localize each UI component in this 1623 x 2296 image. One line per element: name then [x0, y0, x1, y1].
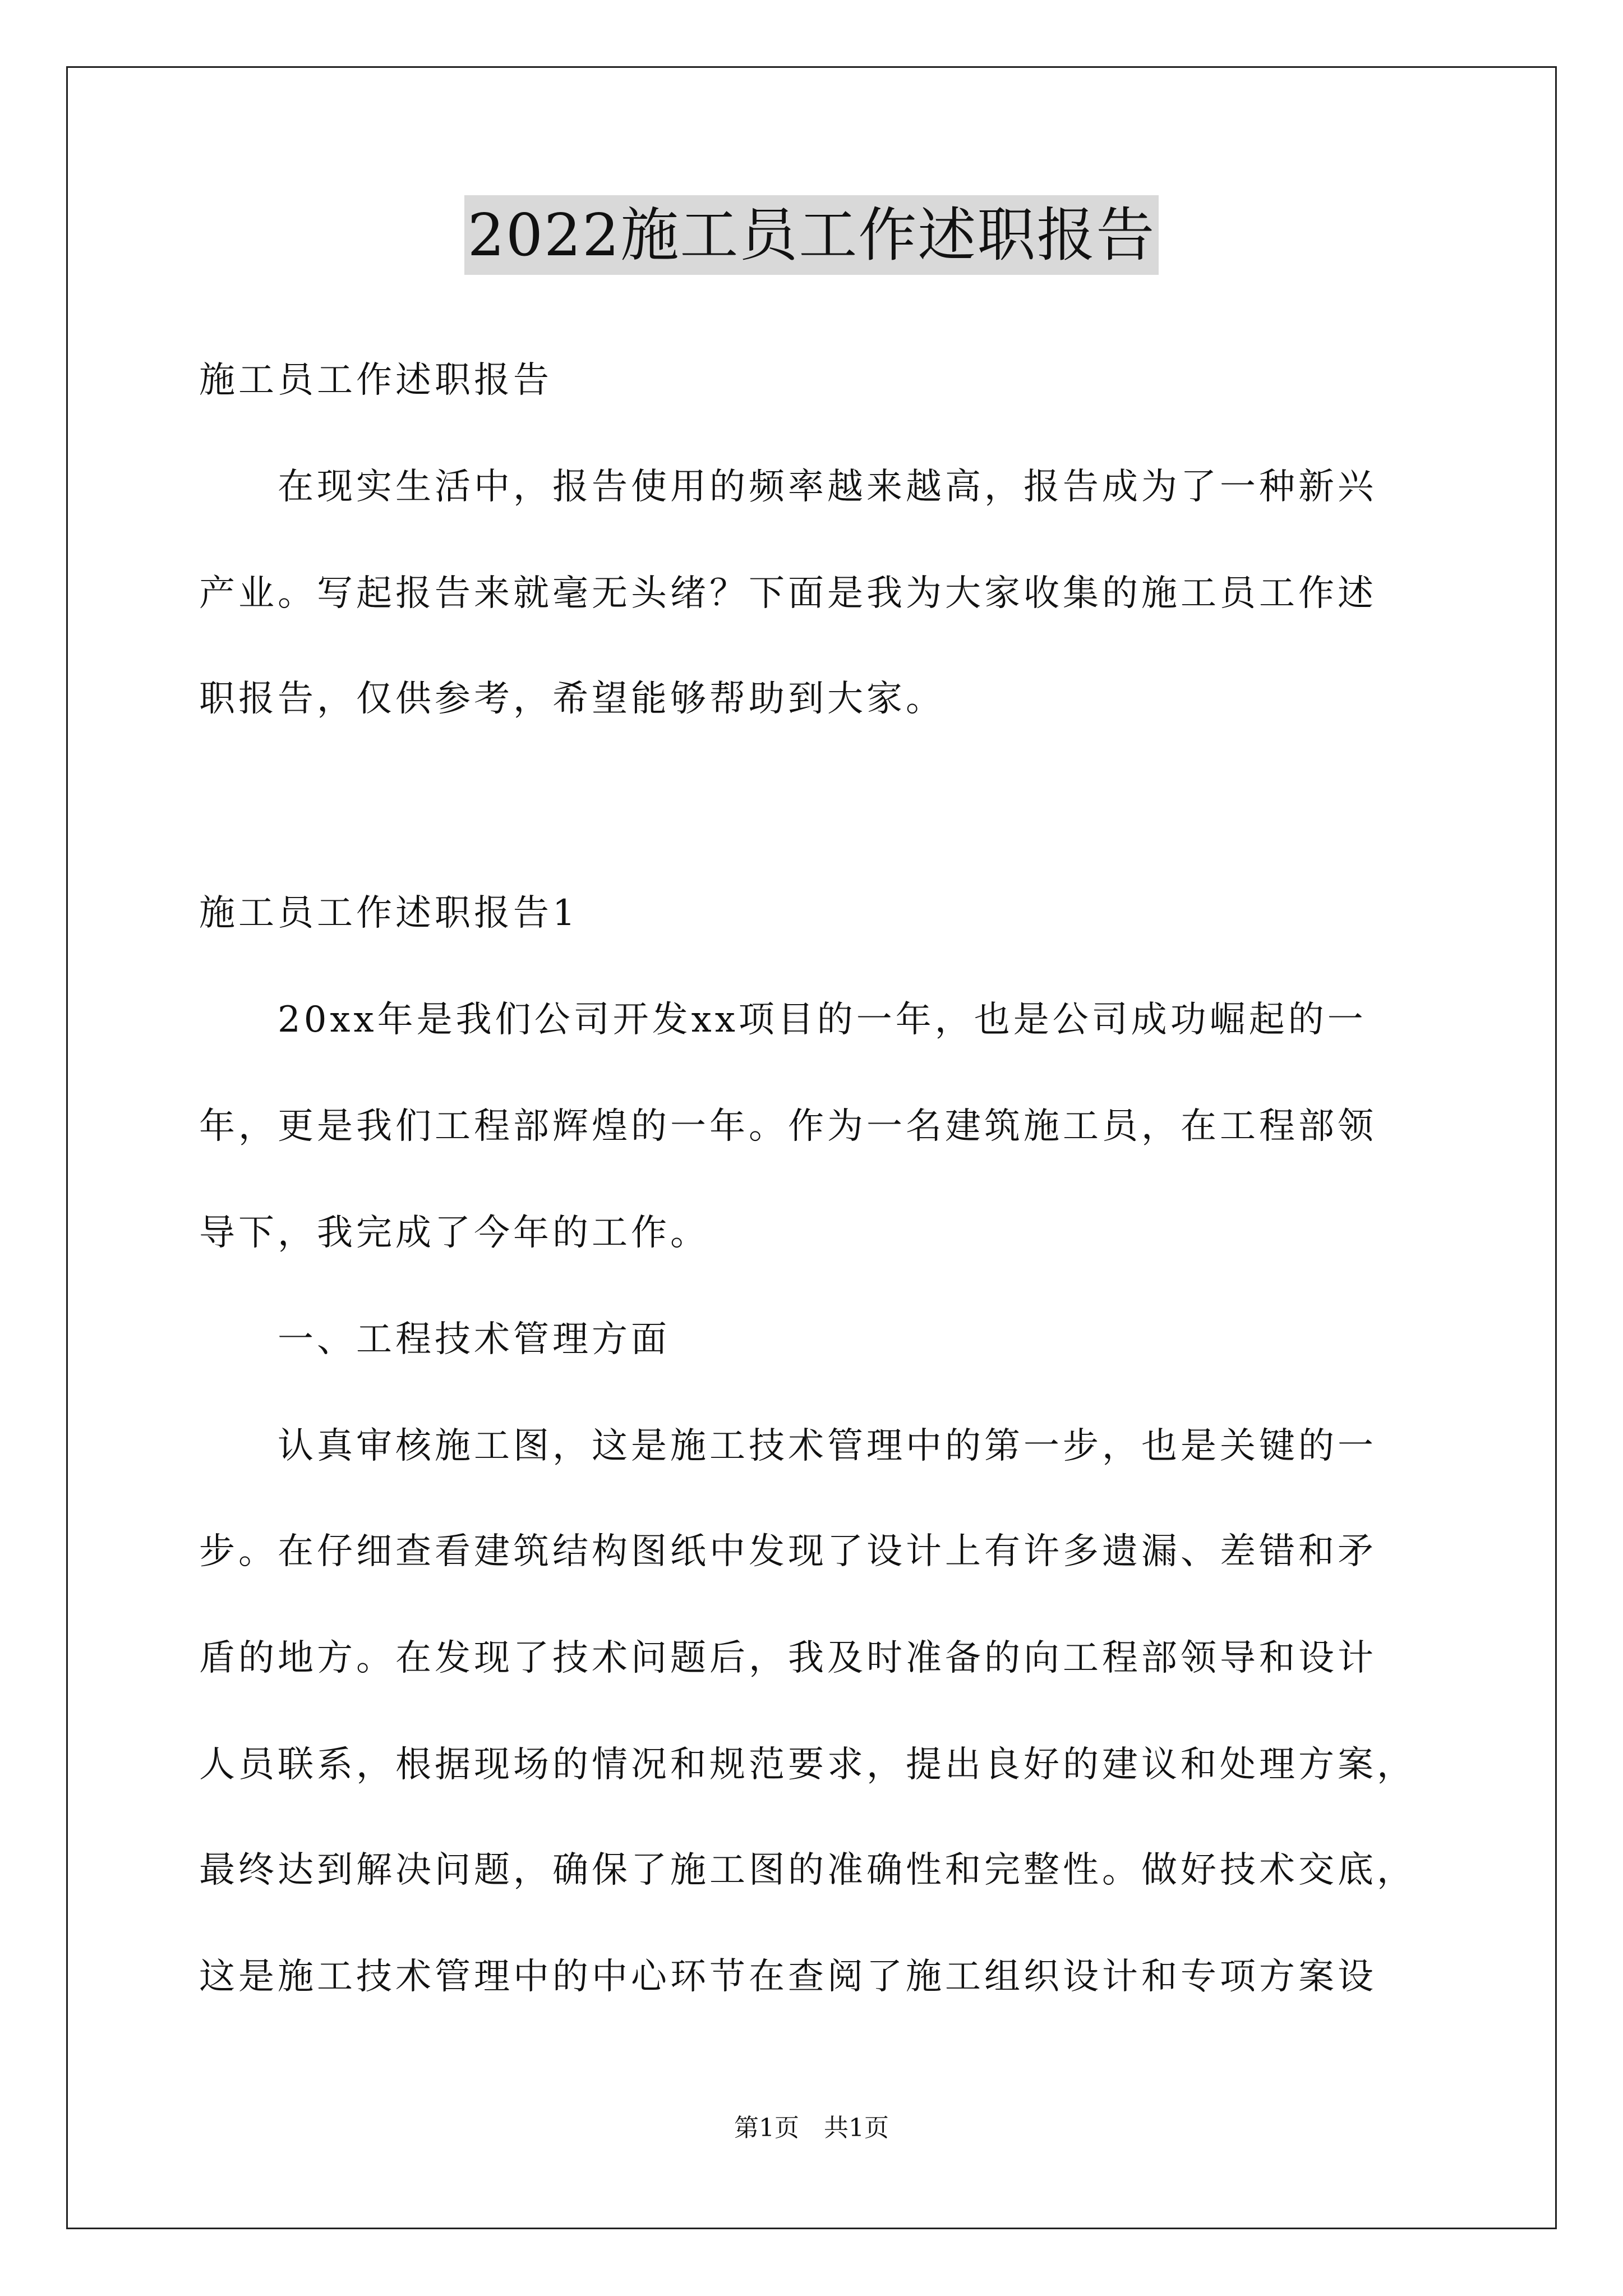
text-line: 职报告，仅供参考，希望能够帮助到大家。: [199, 678, 945, 720]
text-line: 在现实生活中，报告使用的频率越来越高，报告成为了一种新兴: [199, 466, 1377, 508]
text-line: 人员联系，根据现场的情况和规范要求，提出良好的建议和处理方案，: [199, 1744, 1416, 1786]
text-line: 一、工程技术管理方面: [199, 1319, 670, 1360]
text-line: 导下，我完成了今年的工作。: [199, 1212, 709, 1254]
text-line: 盾的地方。在发现了技术问题后，我及时准备的向工程部领导和设计: [199, 1637, 1377, 1679]
text-line: 产业。写起报告来就毫无头绪？下面是我为大家收集的施工员工作述: [199, 573, 1377, 614]
subtitle-line: 施工员工作述职报告: [199, 360, 552, 401]
page-footer: 第1页 共1页: [734, 2114, 889, 2142]
document-title: 2022施工员工作述职报告: [464, 195, 1159, 275]
title-container: [0, 195, 1623, 275]
text-line: 认真审核施工图，这是施工技术管理中的第一步，也是关键的一: [199, 1425, 1377, 1467]
text-line: 年，更是我们工程部辉煌的一年。作为一名建筑施工员，在工程部领: [199, 1106, 1377, 1147]
text-line: 20xx年是我们公司开发xx项目的一年，也是公司成功崛起的一: [199, 999, 1367, 1041]
text-line: 这是施工技术管理中的中心环节在查阅了施工组织设计和专项方案设: [199, 1956, 1377, 1998]
section-heading: 施工员工作述职报告1: [199, 892, 579, 934]
text-line: 最终达到解决问题，确保了施工图的准确性和完整性。做好技术交底，: [199, 1849, 1416, 1891]
text-line: 步。在仔细查看建筑结构图纸中发现了设计上有许多遗漏、差错和矛: [199, 1531, 1377, 1572]
